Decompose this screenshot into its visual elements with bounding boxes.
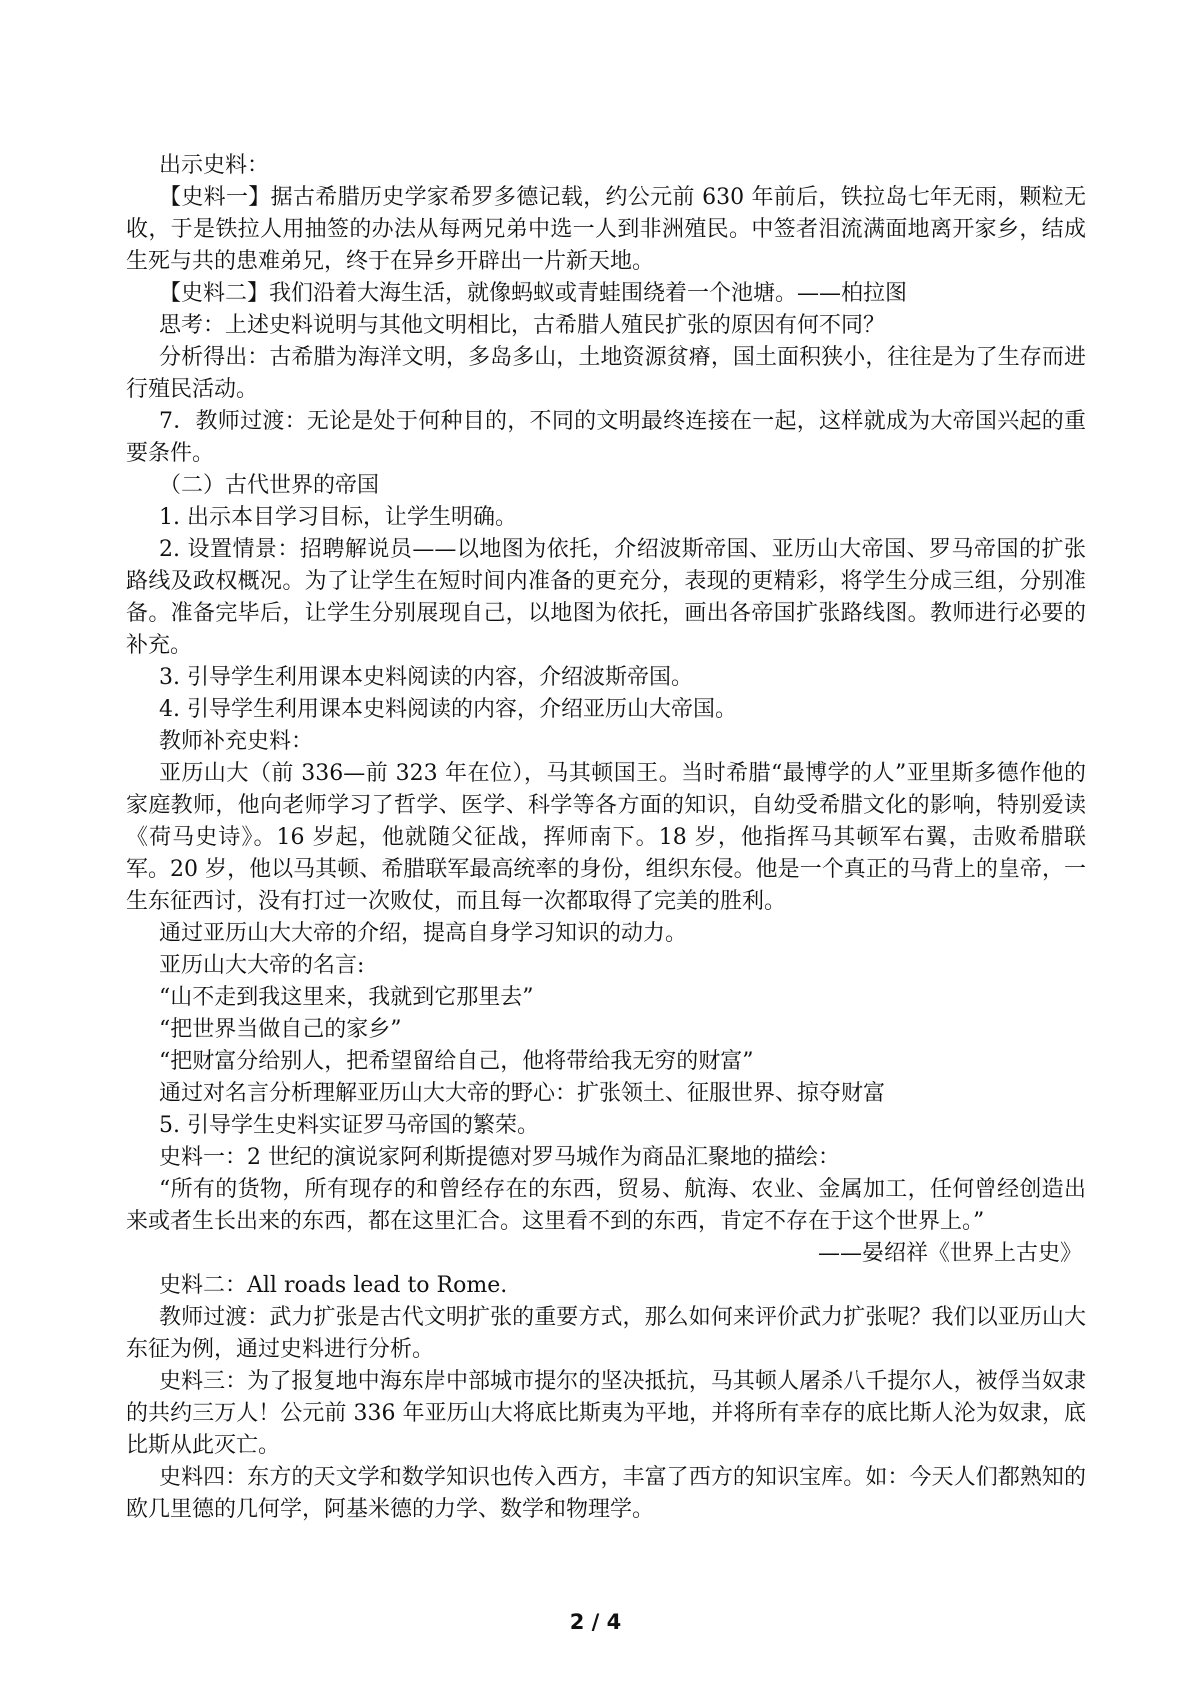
section-heading: （二）古代世界的帝国 [159,473,380,498]
document-body [126,150,1086,1526]
paragraph-source-4: 史料四：东方的天文学和数学知识也传入西方，丰富了西方的知识宝库。如：今天人们都熟知的欧几里德的几何学，阿基米德的力学、数学和物理学。 [126,1465,1086,1522]
paragraph-alexander-bio: 亚历山大（前 336—前 323 年在位），马其顿国王。当时希腊“最博学的人”亚里斯多德作他的家庭教师，他向老师学习了哲学、医学、科学等各方面的知识，自幼受希腊文化的影响，特别爱读《荷马史诗》。16 岁起，他就随父征战，挥师南下。18 岁，他指挥马其顿军右翼，击败希腊联军。20 岁，他以马其顿、希腊联军最高统率的身份，组织东侵。他是一个真正的马背上的皇帝，一生东征西讨，没有打过一次败仗，而且每一次都取得了完美的胜利。 [126,761,1086,914]
paragraph-rome-source-1: 史料一：2 世纪的演说家阿利斯提德对罗马城作为商品汇聚地的描绘： [159,1145,840,1170]
paragraph-intro: 出示史料： [159,153,270,178]
paragraph-quote-analysis: 通过对名言分析理解亚历山大大帝的野心：扩张领土、征服世界、掠夺财富 [159,1081,886,1106]
paragraph-source-3: 史料三：为了报复地中海东岸中部城市提尔的坚决抵抗，马其顿人屠杀八千提尔人，被俘当奴隶的共约三万人！公元前 336 年亚历山大将底比斯夷为平地，并将所有幸存的底比斯人沦为奴隶，底比斯从此灭亡。 [126,1369,1086,1458]
paragraph-source-1: 【史料一】据古希腊历史学家希罗多德记载，约公元前 630 年前后，铁拉岛七年无雨，颗粒无收，于是铁拉人用抽签的办法从每两兄弟中选一人到非洲殖民。中签者泪流满面地离开家乡，结成生死与共的患难弟兄，终于在异乡开辟出一片新天地。 [126,185,1086,274]
paragraph-step-3: 3. 引导学生利用课本史料阅读的内容，介绍波斯帝国。 [159,665,693,690]
paragraph-motivation: 通过亚历山大大帝的介绍，提高自身学习知识的动力。 [159,921,688,946]
page-number: 2 / 4 [569,1610,622,1634]
paragraph-teacher-transition: 教师过渡：武力扩张是古代文明扩张的重要方式，那么如何来评价武力扩张呢？我们以亚历山大东征为例，通过史料进行分析。 [126,1305,1086,1362]
paragraph-transition-7: 7．教师过渡：无论是处于何种目的，不同的文明最终连接在一起，这样就成为大帝国兴起的重要条件。 [126,409,1086,466]
paragraph-step-4: 4. 引导学生利用课本史料阅读的内容，介绍亚历山大帝国。 [159,697,737,722]
paragraph-rome-source-2: 史料二：All roads lead to Rome. [159,1273,508,1298]
paragraph-rome-quote: “所有的货物，所有现存的和曾经存在的东西，贸易、航海、农业、金属加工，任何曾经创造出来或者生长出来的东西，都在这里汇合。这里看不到的东西，肯定不存在于这个世界上。” [126,1177,1086,1234]
paragraph-step-5: 5. 引导学生史料实证罗马帝国的繁荣。 [159,1113,539,1138]
paragraph-source-2: 【史料二】我们沿着大海生活，就像蚂蚁或青蛙围绕着一个池塘。——柏拉图 [159,281,908,306]
paragraph-step-2: 2. 设置情景：招聘解说员——以地图为依托，介绍波斯帝国、亚历山大帝国、罗马帝国的扩张路线及政权概况。为了让学生在短时间内准备的更充分，表现的更精彩，将学生分成三组，分别准备。准备完毕后，让学生分别展现自己，以地图为依托，画出各帝国扩张路线图。教师进行必要的补充。 [126,537,1086,658]
paragraph-analysis: 分析得出：古希腊为海洋文明，多岛多山，土地资源贫瘠，国土面积狭小，往往是为了生存而进行殖民活动。 [126,345,1086,402]
paragraph-quotes-label: 亚历山大大帝的名言: [159,953,365,978]
quote-2: “把世界当做自己的家乡” [159,1017,402,1042]
quote-1: “山不走到我这里来，我就到它那里去” [159,985,534,1010]
quote-3: “把财富分给别人，把希望留给自己，他将带给我无穷的财富” [159,1049,754,1074]
citation: ——晏绍祥《世界上古史》 [817,1241,1082,1266]
paragraph-think: 思考：上述史料说明与其他文明相比，古希腊人殖民扩张的原因有何不同？ [159,313,886,338]
paragraph-step-1: 1. 出示本目学习目标，让学生明确。 [159,505,517,530]
paragraph-supplement-label: 教师补充史料： [159,729,314,754]
